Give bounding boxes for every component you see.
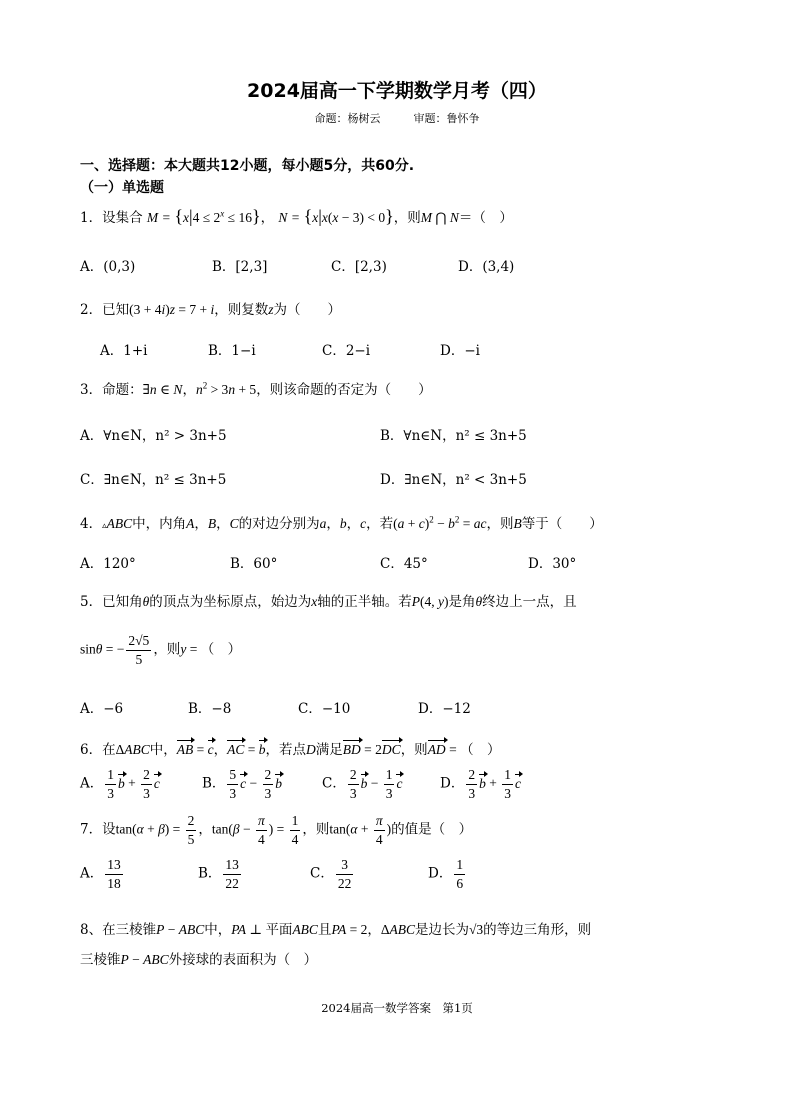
question-3: 3．命题：∃n ∈ N，$n^2 > 3n + 5$，则该命题的否定为（ ）	[80, 380, 432, 398]
q3-option-b: B．∀n∈N，n² ≤ 3n+5	[380, 428, 527, 444]
q5-option-d: D．−12	[418, 701, 471, 717]
question-8-line-2: 三棱锥P − ABC外接球的表面积为（ ）	[80, 952, 318, 968]
q4-option-b: B．60°	[230, 556, 278, 572]
q2-option-b: B．1−i	[208, 343, 256, 359]
question-4: 4．▵ABC中，内角A，B，C的对边分别为a，b，c，若$(a + c)^2 - b^2$ = ac，则B等于（ ）	[80, 514, 603, 532]
page-title: 2024届高一下学期数学月考（四）	[247, 80, 547, 102]
q6-option-c: C． $\frac{2}{3}$ b − $\frac{1}{3}$ c	[322, 767, 403, 801]
question-5-condition: sinθ = − $\frac{2√5}{5}$ ，则y = （ ）	[80, 633, 242, 667]
q1-option-d: D．(3,4)	[458, 259, 515, 275]
q3-option-c: C．∃n∈N，n² ≤ 3n+5	[80, 472, 227, 488]
question-8-line-1: 8、在三棱锥P − ABC中，PA ⊥ 平面ABC且PA = 2，ΔABC是边长为√3的等边三角形，则	[80, 922, 592, 938]
question-7: 7．设tan(α + β) = $\frac{2}{5}$ ，tan(β − $\frac{\pi}{4}$ ) = $\frac{1}{4}$ ，则tan(α + $\frac{\pi}{4}$ )的值是（ ）	[80, 813, 473, 847]
q1-option-a: A．(0,3)	[80, 259, 136, 275]
q5-option-c: C．−10	[298, 701, 351, 717]
q5-option-b: B．−8	[188, 701, 232, 717]
q6-option-a: A． $\frac{1}{3}$ b + $\frac{2}{3}$ c	[80, 767, 160, 801]
question-2: 2．已知(3 + 4i)z = 7 + i，则复数z为（ ）	[80, 302, 341, 318]
q4-option-c: C．45°	[380, 556, 428, 572]
q4-option-a: A．120°	[80, 556, 136, 572]
q6-option-d: D． $\frac{2}{3}$ b + $\frac{1}{3}$ c	[440, 767, 521, 801]
q7-option-d: D． $\frac{1}{6}$	[428, 857, 464, 891]
q6-option-b: B． $\frac{5}{3}$ c − $\frac{2}{3}$ b	[202, 767, 283, 801]
q7-option-c: C． $\frac{3}{22}$	[310, 857, 352, 891]
question-6: 6．在ΔABC中，AB = c，AC = b，若点D满足BD = 2DC，则AD = （ ）	[80, 742, 501, 758]
q2-option-c: C．2−i	[322, 343, 371, 359]
q3-option-d: D．∃n∈N，n² < 3n+5	[380, 472, 527, 488]
question-1: 1．设集合 $M = \{x|4 \le 2^x \le 16\}$， N = {x|x(x − 3) < 0}，则M ⋂ N＝（ ）	[80, 206, 513, 226]
q7-option-a: A． $\frac{13}{18}$	[80, 857, 121, 891]
q3-option-a: A．∀n∈N，n² > 3n+5	[80, 428, 227, 444]
q5-option-a: A．−6	[80, 701, 124, 717]
section-subheading: （一）单选题	[80, 180, 164, 196]
page-footer: 2024届高一数学答案 第1页	[321, 1001, 473, 1015]
q1-option-b: B．[2,3]	[212, 259, 268, 275]
section-heading: 一、选择题：本大题共12小题，每小题5分，共60分.	[80, 158, 415, 174]
q1-option-c: C．[2,3)	[331, 259, 387, 275]
question-5: 5．已知角θ的顶点为坐标原点，始边为x轴的正半轴。若P(4, y)是角θ终边上一点，且	[80, 594, 577, 610]
q7-option-b: B． $\frac{13}{22}$	[198, 857, 239, 891]
q2-option-d: D．−i	[440, 343, 480, 359]
exam-credits: 命题：杨树云 审题：鲁怀争	[314, 112, 480, 125]
q4-option-d: D．30°	[528, 556, 577, 572]
q2-option-a: A．1+i	[100, 343, 148, 359]
